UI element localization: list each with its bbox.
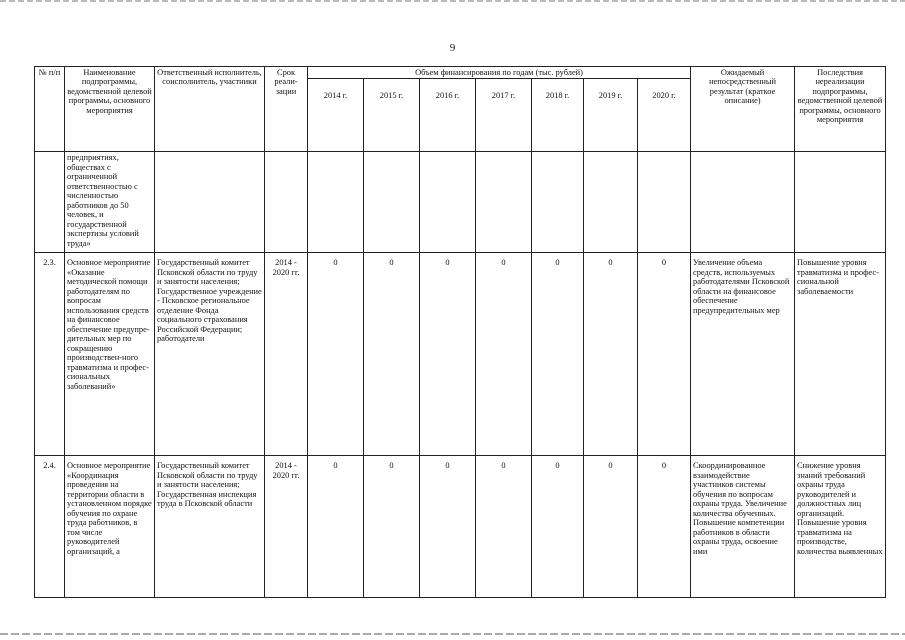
row-value xyxy=(476,152,532,253)
program-table xyxy=(34,66,886,598)
row-value xyxy=(364,152,420,253)
row-value: 0 xyxy=(476,253,532,456)
table-row xyxy=(35,152,886,253)
row-value: 0 xyxy=(638,253,691,456)
header-term: Срок реали-зации xyxy=(265,67,308,152)
row-value: 0 xyxy=(420,253,476,456)
row-value: 0 xyxy=(584,456,638,598)
row-executor: Государственный комитет Псковской области по труду и занятости населения; Государственное учреждение - Псковское региональное отделение Фонда социального страхования Российской Федерации; работодатели xyxy=(155,253,265,456)
row-value: 0 xyxy=(532,253,584,456)
row-value xyxy=(584,152,638,253)
header-year: 2018 г. xyxy=(532,79,584,152)
row-consequence xyxy=(795,152,886,253)
header-funding: Объем финансирования по годам (тыс. рублей) xyxy=(308,67,691,79)
row-executor: Государственный комитет Псковской области по труду и занятости населения; Государственная инспекция труда в Псковской области xyxy=(155,456,265,598)
row-name: Основное мероприятие «Координация проведения на территории области в установленном порядке обучения по охране труда работников, в том числе руководителей организаций, а xyxy=(65,456,155,598)
row-value: 0 xyxy=(638,456,691,598)
row-name: Основное мероприятие «Оказание методической помощи работодателям по вопросам использования средств на финансовое обеспечение предупре-дительных мер по сокращению производствен-ного травматизма и профес-сиональных заболеваний» xyxy=(65,253,155,456)
header-year: 2019 г. xyxy=(584,79,638,152)
row-result: Увеличение объема средств, используемых работодателями Псковской области на финансовое обеспечение предупредительных мер xyxy=(691,253,795,456)
row-consequence: Снижение уровня знаний требований охраны труда руководителей и должностных лиц организаций. Повышение уровня травматизма на производстве, количества выявленных xyxy=(795,456,886,598)
page-top-edge xyxy=(0,0,905,2)
row-value xyxy=(532,152,584,253)
header-year: 2015 г. xyxy=(364,79,420,152)
row-result xyxy=(691,152,795,253)
row-value: 0 xyxy=(308,456,364,598)
row-value: 0 xyxy=(420,456,476,598)
page-bottom-edge xyxy=(0,633,905,635)
table-row xyxy=(35,456,886,598)
row-term xyxy=(265,152,308,253)
header-name: Наименование подпрограммы, ведомственной целевой программы, основного мероприятия xyxy=(65,67,155,152)
row-term: 2014 - 2020 гг. xyxy=(265,253,308,456)
row-value: 0 xyxy=(584,253,638,456)
row-value xyxy=(638,152,691,253)
row-value: 0 xyxy=(532,456,584,598)
table-row xyxy=(35,253,886,456)
row-num: 2.3. xyxy=(35,253,65,456)
row-consequence: Повышение уровня травматизма и профес-сиональной заболеваемости xyxy=(795,253,886,456)
row-result: Скоординированное взаимодействие участников системы обучения по вопросам охраны труда. Увеличение количества обученных. Повышение компетенции работников в области охраны труда, освоение ими xyxy=(691,456,795,598)
header-result: Ожидаемый непосредственный результат (краткое описание) xyxy=(691,67,795,152)
row-term: 2014 - 2020 гг. xyxy=(265,456,308,598)
row-num xyxy=(35,152,65,253)
header-executor: Ответственный исполнитель, соисполнитель, участники xyxy=(155,67,265,152)
row-value: 0 xyxy=(364,456,420,598)
header-num: № п/п xyxy=(35,67,65,152)
row-value: 0 xyxy=(476,456,532,598)
header-year: 2014 г. xyxy=(308,79,364,152)
page-number: 9 xyxy=(449,42,456,54)
row-name: предприятиях, обществах с ограниченной ответственностью с численностью работников до 50 человек, и государственной экспертизы условий труда» xyxy=(65,152,155,253)
row-value xyxy=(420,152,476,253)
header-year: 2016 г. xyxy=(420,79,476,152)
row-executor xyxy=(155,152,265,253)
row-value xyxy=(308,152,364,253)
row-value: 0 xyxy=(308,253,364,456)
row-value: 0 xyxy=(364,253,420,456)
header-year: 2017 г. xyxy=(476,79,532,152)
header-year: 2020 г. xyxy=(638,79,691,152)
header-consequence: Последствия нереализации подпрограммы, ведомственной целевой программы, основного мероприятия xyxy=(795,67,886,152)
row-num: 2.4. xyxy=(35,456,65,598)
